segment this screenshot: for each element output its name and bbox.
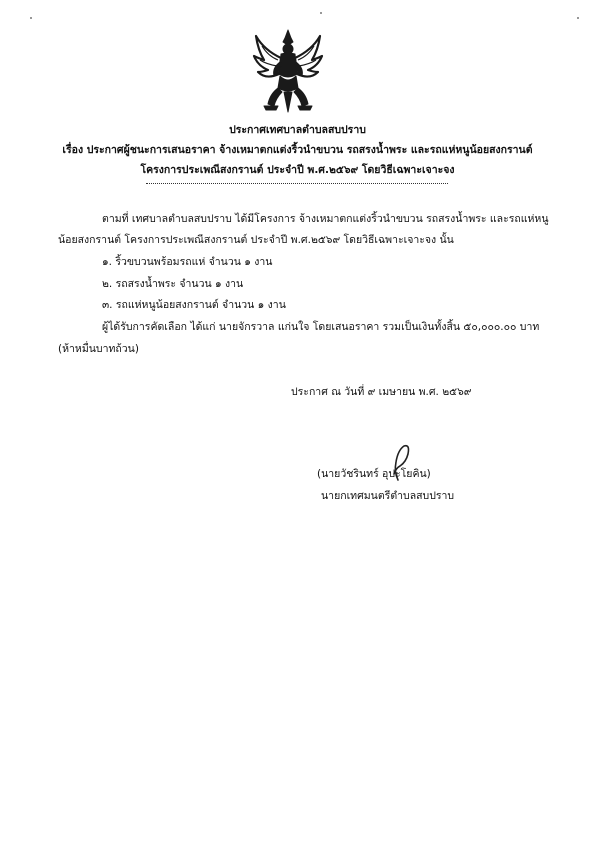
list-item: ๒. รถสรงน้ำพระ จำนวน ๑ งาน [102, 278, 244, 290]
scan-speck [577, 17, 579, 19]
signer-title: นายกเทศมนตรีตำบลสบปราบ [321, 490, 455, 502]
list-item: ๑. ริ้วขบวนพร้อมรถแห่ จำนวน ๑ งาน [102, 256, 273, 268]
garuda-emblem-icon [250, 28, 326, 114]
winner-line-1: ผู้ได้รับการคัดเลือก ได้แก่ นายจักรวาล แก่นใจ โดยเสนอราคา รวมเป็นเงินทั้งสิ้น ๕๐,๐๐๐.๐๐ บาท [102, 321, 540, 333]
project-line: โครงการประเพณีสงกรานต์ ประจำปี พ.ศ.๒๕๖๙ โดยวิธีเฉพาะเจาะจง [140, 164, 455, 176]
intro-line-2: น้อยสงกรานต์ โครงการประเพณีสงกรานต์ ประจำปี พ.ศ.๒๕๖๙ โดยวิธีเฉพาะเจาะจง นั้น [58, 234, 454, 246]
list-item: ๓. รถแห่หนูน้อยสงกรานต์ จำนวน ๑ งาน [102, 299, 286, 311]
header-divider [146, 183, 448, 184]
signer-name: (นายวัชรินทร์ อุปะโยคิน) [317, 468, 431, 480]
subject-line: เรื่อง ประกาศผู้ชนะการเสนอราคา จ้างเหมาตกแต่งริ้วนำขบวน รถสรงน้ำพระ และรถแห่หนูน้อยสงกรานต์ [62, 144, 533, 156]
winner-line-2: (ห้าหมื่นบาทถ้วน) [58, 343, 139, 355]
scan-speck [320, 12, 322, 14]
intro-line-1: ตามที่ เทศบาลตำบลสบปราบ ได้มีโครงการ จ้างเหมาตกแต่งริ้วนำขบวน รถสรงน้ำพระ และรถแห่หนู [102, 213, 549, 225]
announcement-date: ประกาศ ณ วันที่ ๙ เมษายน พ.ศ. ๒๕๖๙ [291, 386, 472, 398]
scan-speck [30, 17, 32, 19]
document-title: ประกาศเทศบาลตำบลสบปราบ [229, 124, 366, 136]
